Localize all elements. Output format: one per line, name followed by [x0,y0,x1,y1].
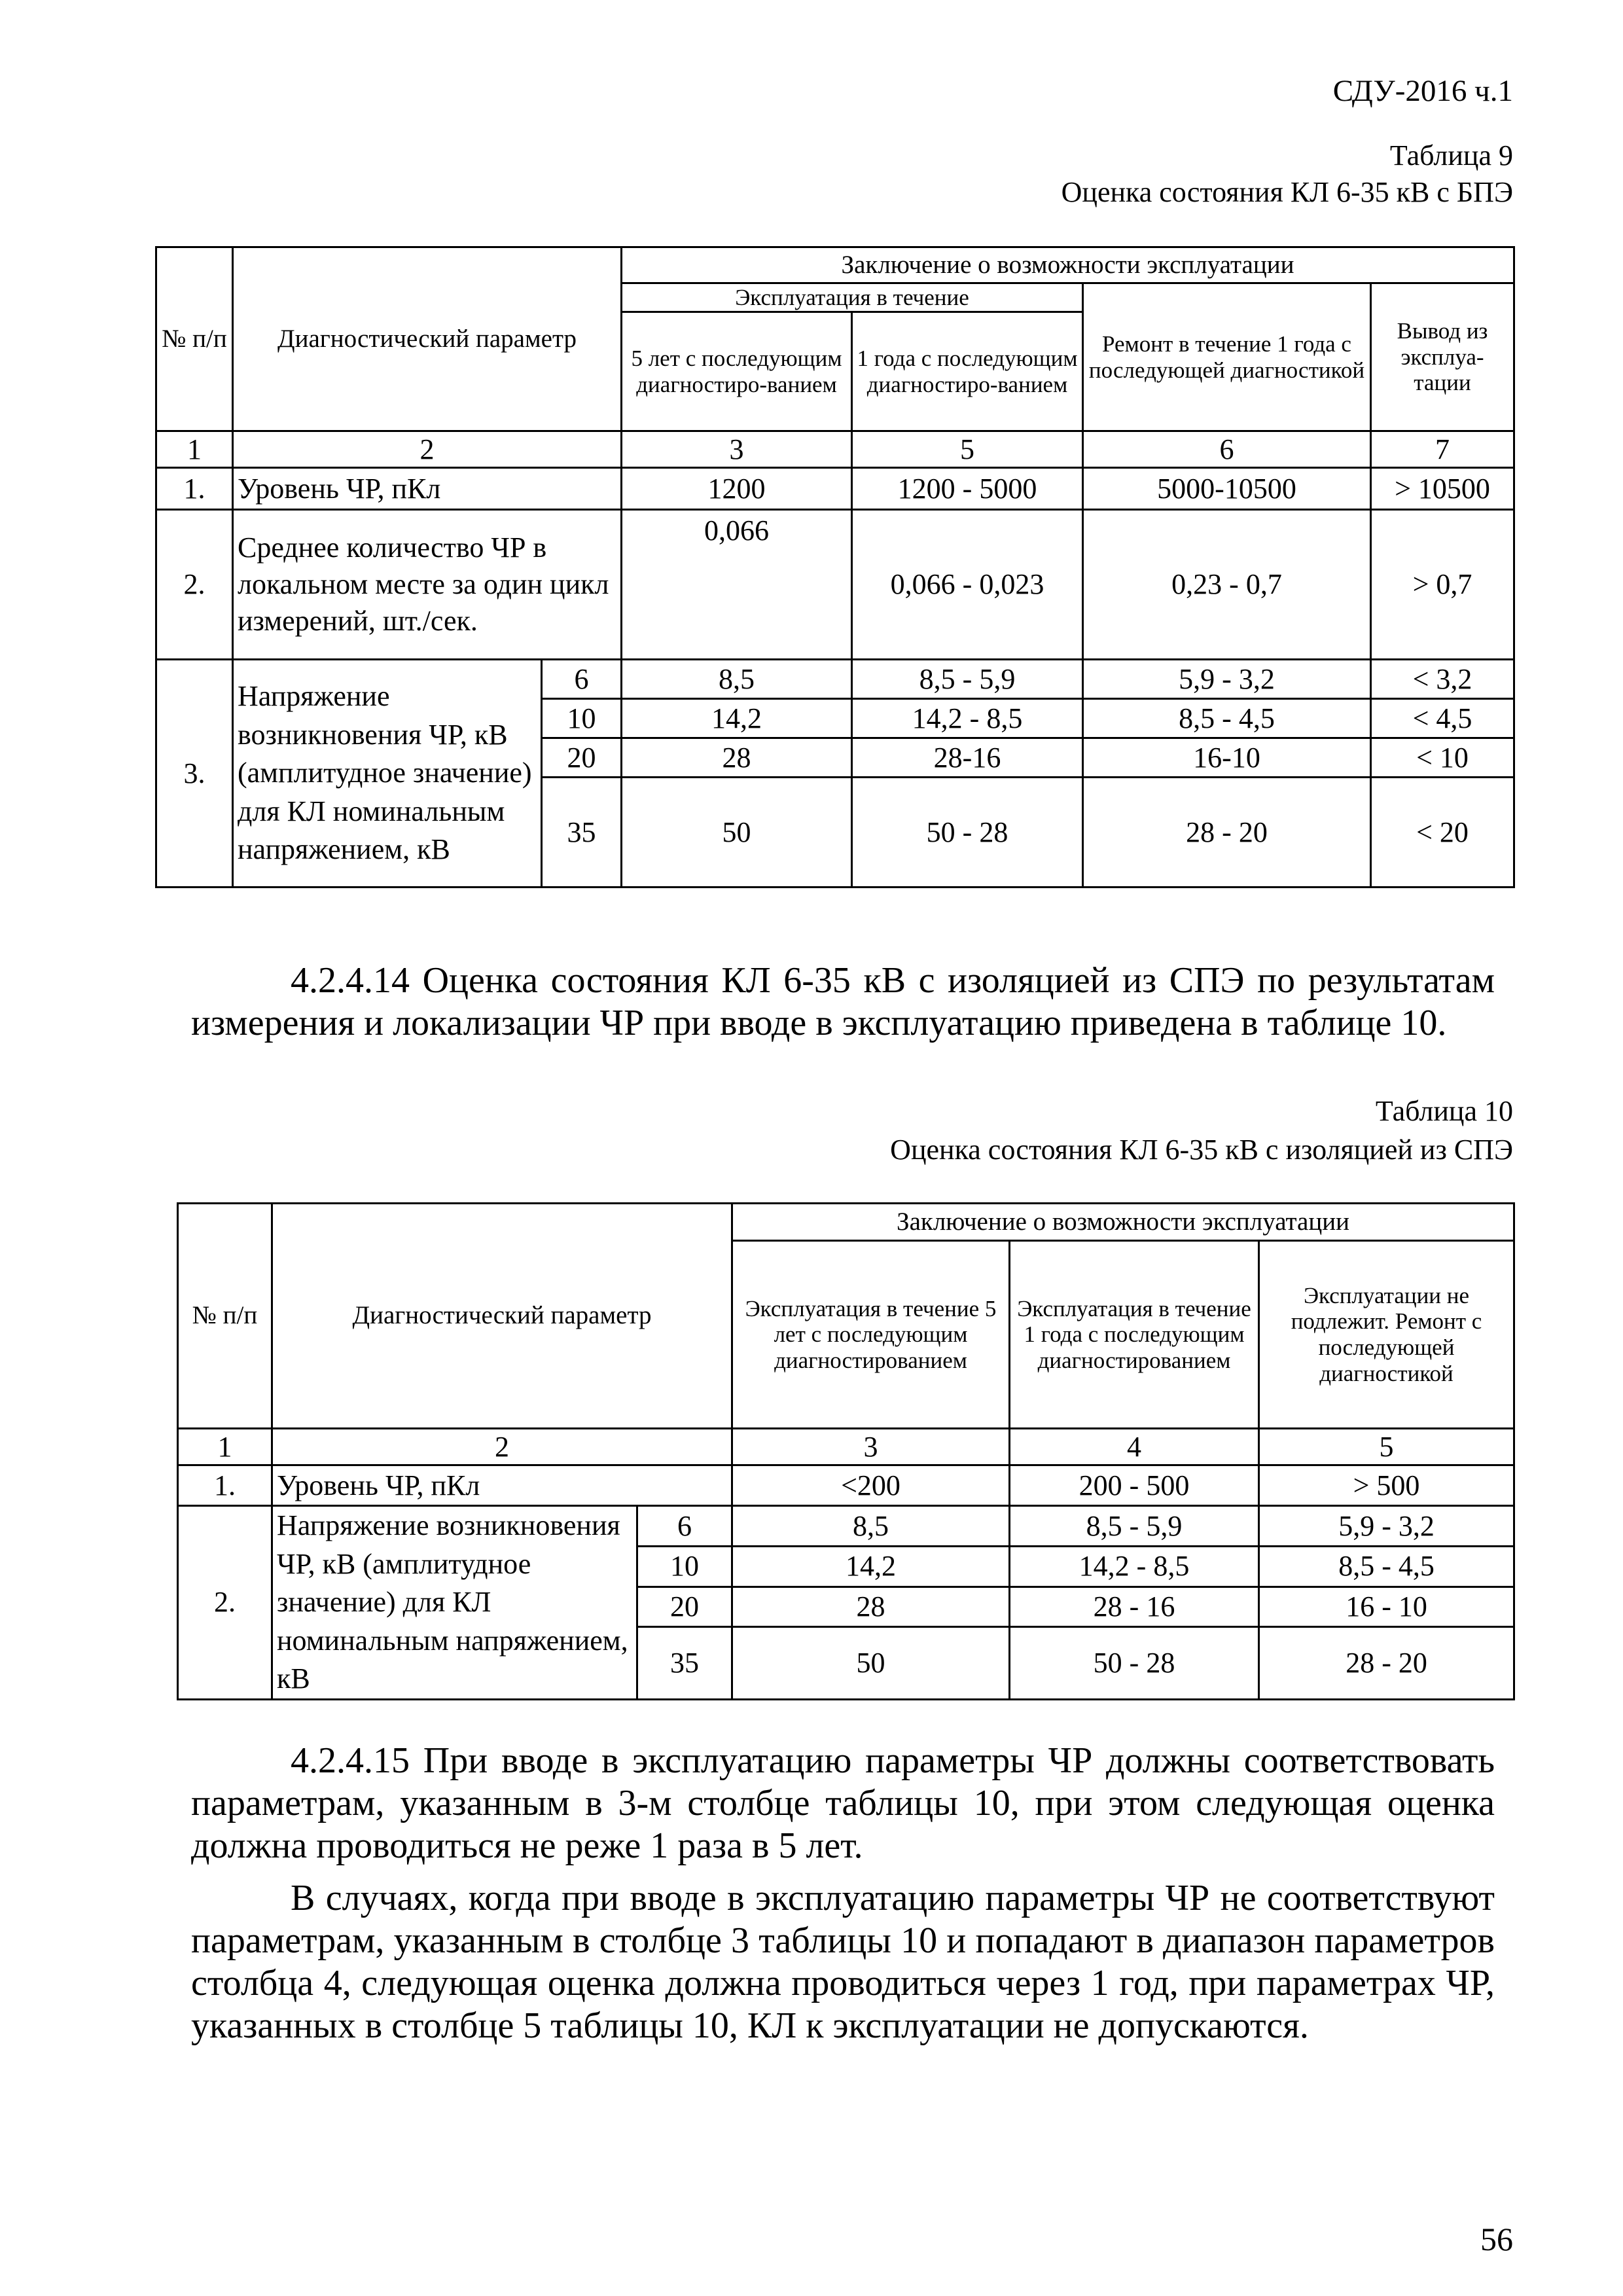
t9-r3-c6: 16-10 [1083,738,1371,778]
t9-r3-c6: 5,9 - 3,2 [1083,660,1371,699]
t9-r3-no: 3. [156,660,233,888]
t9-r2-param: Среднее количество ЧР в локальном месте за один цикл измерений, шт./сек. [233,510,622,660]
t10-r2-voltage: 20 [637,1587,732,1627]
t9-header-conclusion: Заключение о возможности эксплуатации [622,247,1514,283]
t10-r2-no: 2. [178,1506,272,1700]
t10-r2-c5: 16 - 10 [1259,1587,1514,1627]
t9-r3-c3: 14,2 [622,699,852,738]
table9-number: Таблица 9 [1389,139,1513,171]
t9-colnum: 2 [233,431,622,468]
t9-r3-voltage: 20 [542,738,622,778]
t9-header-col6: Ремонт в течение 1 года с последующей диагностикой [1083,283,1371,431]
t9-r1-c5: 1200 - 5000 [852,468,1083,510]
t10-r2-c3: 28 [732,1587,1010,1627]
t9-r3-c3: 8,5 [622,660,852,699]
t9-r3-voltage: 6 [542,660,622,699]
t10-header-param: Диагностический параметр [272,1204,732,1429]
t10-colnum: 3 [732,1429,1010,1465]
page-number: 56 [1480,2221,1513,2257]
t9-r2-c7: > 0,7 [1371,510,1514,660]
t10-r2-voltage: 35 [637,1627,732,1699]
t10-colnum: 4 [1010,1429,1259,1465]
t9-r2-c5: 0,066 - 0,023 [852,510,1083,660]
t9-r3-c6: 8,5 - 4,5 [1083,699,1371,738]
table10-title: Оценка состояния КЛ 6-35 кВ с изоляцией из СПЭ [890,1134,1513,1166]
t9-header-col3: 5 лет с последующим диагностиро-ванием [622,312,852,431]
t9-r2-c3: 0,066 [622,510,852,660]
t10-r2-c4: 28 - 16 [1010,1587,1259,1627]
t9-r1-c6: 5000-10500 [1083,468,1371,510]
t9-r3-c5: 28-16 [852,738,1083,778]
t9-r3-voltage: 35 [542,778,622,888]
t10-colnum: 2 [272,1429,732,1465]
t10-r1-param: Уровень ЧР, пКл [272,1465,732,1506]
t10-r2-c4: 50 - 28 [1010,1627,1259,1699]
t10-colnum: 1 [178,1429,272,1465]
t9-r3-c7: < 3,2 [1371,660,1514,699]
t9-r3-c5: 50 - 28 [852,778,1083,888]
t9-r3-voltage: 10 [542,699,622,738]
t10-colnum: 5 [1259,1429,1514,1465]
t10-header-col4: Эксплуатация в течение 1 года с последующим диагностированием [1010,1241,1259,1429]
t9-colnum: 3 [622,431,852,468]
t10-r2-c5: 5,9 - 3,2 [1259,1506,1514,1547]
t10-r1-c5: > 500 [1259,1465,1514,1506]
t9-r3-param: Напряжение возникновения ЧР, кВ (амплитудное значение) для КЛ номинальным напряжением, кВ [233,660,542,888]
t10-header-col5: Эксплуатации не подлежит. Ремонт с последующей диагностикой [1259,1241,1514,1429]
t10-r2-c4: 8,5 - 5,9 [1010,1506,1259,1547]
table9-title: Оценка состояния КЛ 6-35 кВ с БПЭ [1061,176,1513,208]
t9-r3-c3: 28 [622,738,852,778]
paragraph-4-2-4-14: 4.2.4.14 Оценка состояния КЛ 6-35 кВ с изоляцией из СПЭ по результатам измерения и локализации ЧР при вводе в эксплуатацию приведена в таблице 10. [191,960,1495,1043]
t10-header-col3: Эксплуатация в течение 5 лет с последующим диагностированием [732,1241,1010,1429]
paragraph-4-2-4-15: 4.2.4.15 При вводе в эксплуатацию параметры ЧР должны соответствовать параметрам, указанным в 3-м столбце таблицы 10, при этом следующая оценка должна проводиться не реже 1 раза в 5 лет. [191,1740,1495,1866]
t10-r1-c4: 200 - 500 [1010,1465,1259,1506]
table10-number: Таблица 10 [1375,1095,1513,1127]
t9-colnum: 1 [156,431,233,468]
t10-r2-voltage: 6 [637,1506,732,1547]
t9-header-operation: Эксплуатация в течение [622,283,1083,312]
t10-r2-c3: 14,2 [732,1546,1010,1587]
t9-r1-c3: 1200 [622,468,852,510]
t9-colnum: 7 [1371,431,1514,468]
t9-r2-c6: 0,23 - 0,7 [1083,510,1371,660]
t9-header-param: Диагностический параметр [233,247,622,431]
t10-r1-c3: <200 [732,1465,1010,1506]
t10-r2-c3: 50 [732,1627,1010,1699]
t9-r3-c3: 50 [622,778,852,888]
t9-r3-c5: 14,2 - 8,5 [852,699,1083,738]
t10-r2-voltage: 10 [637,1546,732,1587]
t9-r3-c5: 8,5 - 5,9 [852,660,1083,699]
t10-r2-c3: 8,5 [732,1506,1010,1547]
t10-r2-c5: 28 - 20 [1259,1627,1514,1699]
t9-r1-c7: > 10500 [1371,468,1514,510]
paragraph-cases: В случаях, когда при вводе в эксплуатацию параметры ЧР не соответствуют параметрам, указанным в столбце 3 таблицы 10 и попадают в диапазон параметров столбца 4, следующая оценка должна проводиться через 1 год, при параметрах ЧР, указанных в столбце 5 таблицы 10, КЛ к эксплуатации не допускаются. [191,1878,1495,2046]
t9-r3-c7: < 20 [1371,778,1514,888]
t9-colnum: 6 [1083,431,1371,468]
t9-r1-no: 1. [156,468,233,510]
t10-header-no: № п/п [178,1204,272,1429]
t10-r2-c4: 14,2 - 8,5 [1010,1546,1259,1587]
t9-r1-param: Уровень ЧР, пКл [233,468,622,510]
table-9 [155,246,1515,888]
t9-header-col7: Вывод из эксплуа-тации [1371,283,1514,431]
t10-r1-no: 1. [178,1465,272,1506]
t9-colnum: 5 [852,431,1083,468]
t9-header-col5: 1 года с последующим диагностиро-ванием [852,312,1083,431]
t9-r3-c7: < 4,5 [1371,699,1514,738]
table-10 [177,1202,1515,1700]
t10-r2-param: Напряжение возникновения ЧР, кВ (амплитудное значение) для КЛ номинальным напряжением, кВ [272,1506,637,1700]
t9-header-no: № п/п [156,247,233,431]
t9-r3-c7: < 10 [1371,738,1514,778]
document-code: СДУ-2016 ч.1 [1332,74,1513,108]
t10-header-conclusion: Заключение о возможности эксплуатации [732,1204,1514,1241]
t9-r2-no: 2. [156,510,233,660]
t9-r3-c6: 28 - 20 [1083,778,1371,888]
t10-r2-c5: 8,5 - 4,5 [1259,1546,1514,1587]
